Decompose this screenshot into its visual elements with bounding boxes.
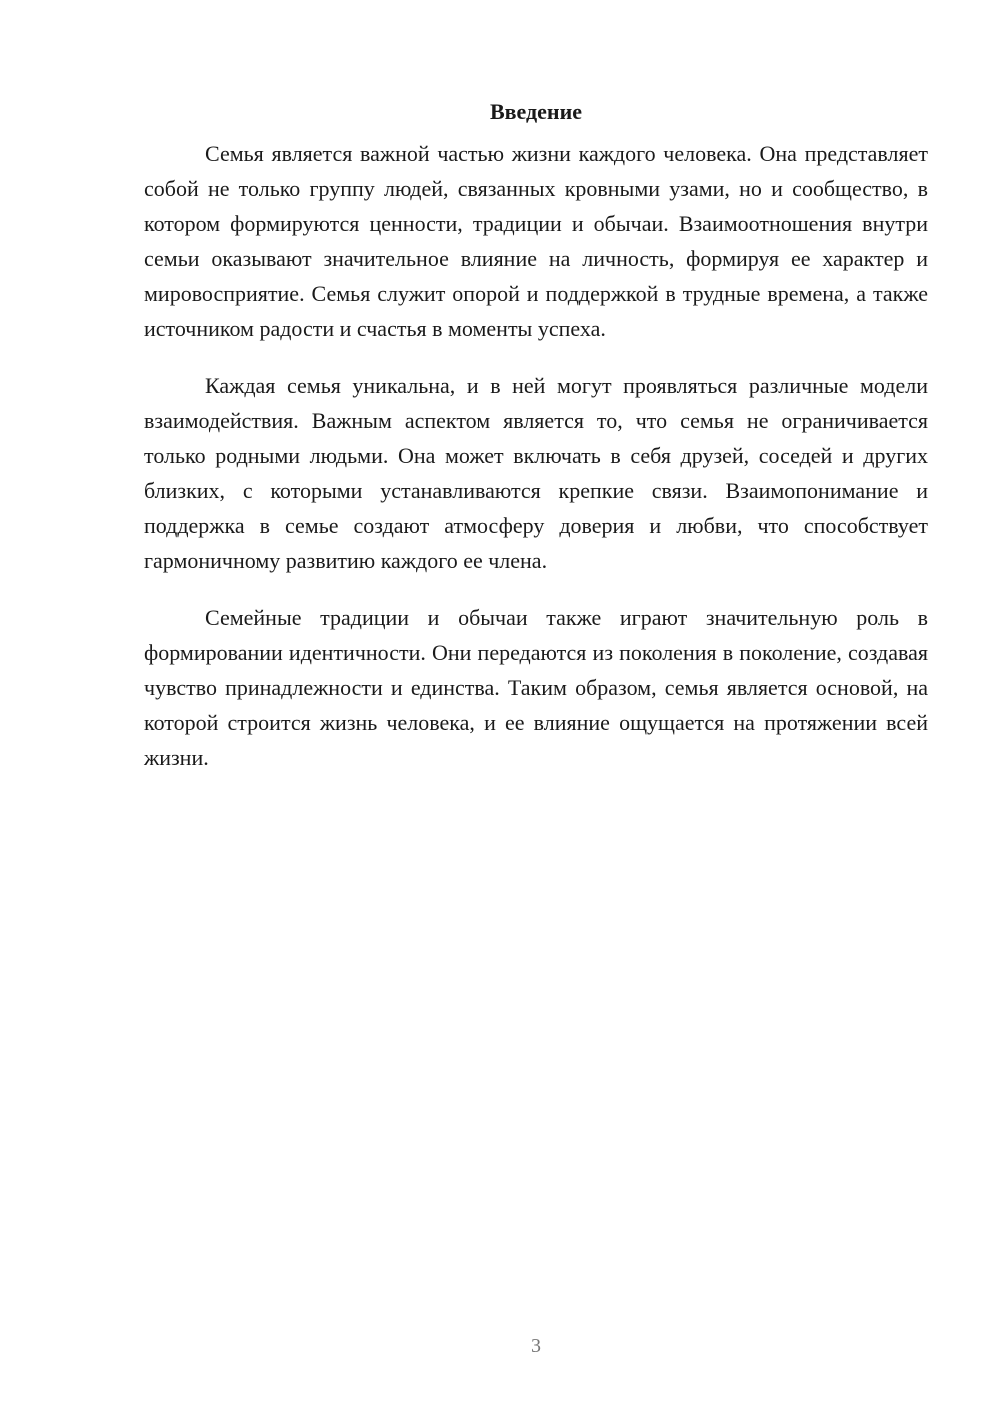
page-number: 3 (531, 1335, 541, 1357)
page-content (144, 94, 928, 775)
paragraph-1: Семья является важной частью жизни каждого человека. Она представляет собой не только группу людей, связанных кровными узами, но и сообщество, в котором формируются ценности, традиции и обычаи. Взаимоотношения внутри семьи оказывают значительное влияние на личность, формируя ее характер и мировосприятие. Семья служит опорой и поддержкой в трудные времена, а также источником радости и счастья в моменты успеха. (144, 141, 928, 341)
section-title: Введение (489, 99, 583, 124)
paragraph-2: Каждая семья уникальна, и в ней могут проявляться различные модели взаимодействия. Важным аспектом является то, что семья не ограничивается только родными людьми. Она может включать в себя друзей, соседей и других близких, с которыми устанавливаются крепкие связи. Взаимопонимание и поддержка в семье создают атмосферу доверия и любви, что способствует гармоничному развитию каждого ее члена. (144, 373, 928, 573)
paragraph-3: Семейные традиции и обычаи также играют значительную роль в формировании идентичности. Они передаются из поколения в поколение, создавая чувство принадлежности и единства. Таким образом, семья является основой, на которой строится жизнь человека, и ее влияние ощущается на протяжении всей жизни. (144, 605, 928, 770)
